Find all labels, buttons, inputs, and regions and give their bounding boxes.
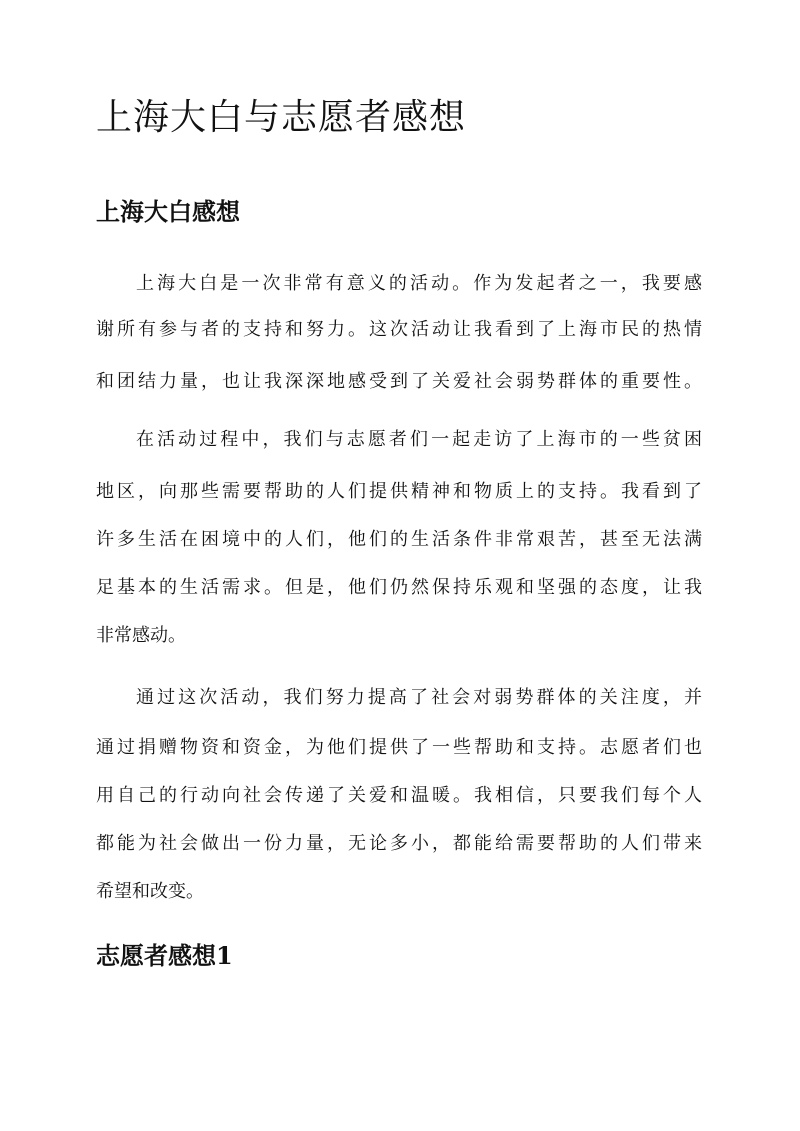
document-title: 上海大白与志愿者感想: [96, 97, 467, 138]
paragraph-1-line-3: 和团结力量，也让我深深地感受到了关爱社会弱势群体的重要性。: [96, 371, 702, 392]
paragraph-3-line-4: 都能为社会做出一份力量，无论多小，都能给需要帮助的人们带来: [96, 833, 702, 854]
paragraph-1-line-1: 上海大白是一次非常有意义的活动。作为发起者之一，我要感: [136, 273, 702, 294]
paragraph-3-line-2: 通过捐赠物资和资金，为他们提供了一些帮助和支持。志愿者们也: [96, 737, 702, 758]
section-heading-shanghai-dabai: 上海大白感想: [96, 197, 240, 226]
paragraph-2-line-3: 许多生活在困境中的人们，他们的生活条件非常艰苦，甚至无法满: [96, 529, 702, 550]
paragraph-1-line-2: 谢所有参与者的支持和努力。这次活动让我看到了上海市民的热情: [96, 319, 702, 340]
section-heading-volunteer-1: 志愿者感想1: [96, 941, 233, 970]
paragraph-2-line-1: 在活动过程中，我们与志愿者们一起走访了上海市的一些贫困: [136, 429, 702, 450]
paragraph-3-line-1: 通过这次活动，我们努力提高了社会对弱势群体的关注度，并: [136, 687, 702, 708]
paragraph-2-line-4: 足基本的生活需求。但是，他们仍然保持乐观和坚强的态度，让我: [96, 577, 702, 598]
paragraph-2-line-2: 地区，向那些需要帮助的人们提供精神和物质上的支持。我看到了: [96, 481, 702, 502]
paragraph-2-line-5: 非常感动。: [96, 625, 186, 646]
paragraph-3-line-5: 希望和改变。: [96, 881, 204, 902]
paragraph-3-line-3: 用自己的行动向社会传递了关爱和温暖。我相信，只要我们每个人: [96, 785, 702, 806]
